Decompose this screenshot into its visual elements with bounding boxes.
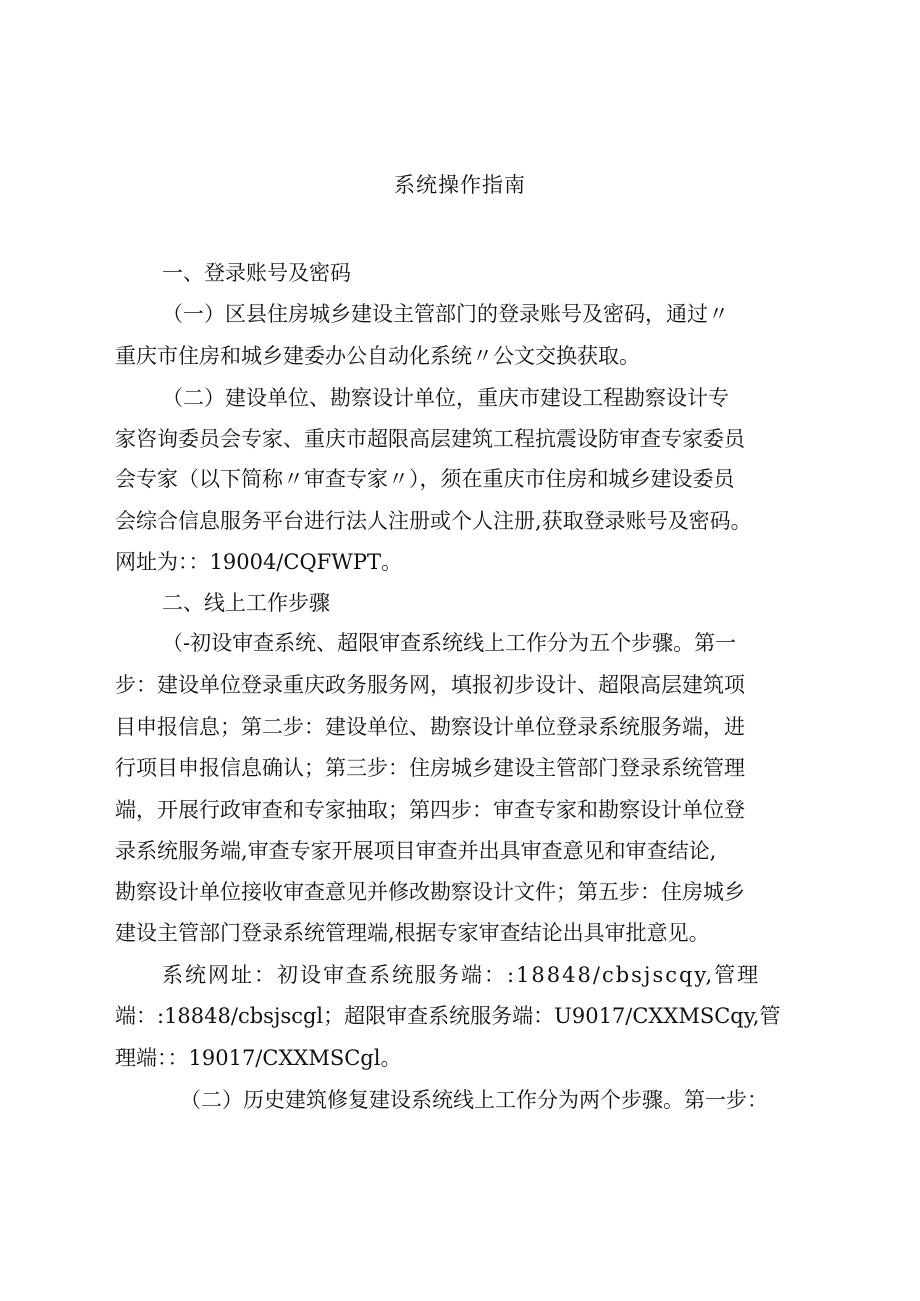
paragraph-line: 步：建设单位登录重庆政务服务网，填报初步设计、超限高层建筑项 <box>115 673 745 697</box>
paragraph-line: 端，开展行政审查和专家抽取；第四步：审查专家和勘察设计单位登 <box>115 798 745 822</box>
paragraph-line: 网址为：：19004/CQFWPT。 <box>115 550 402 574</box>
paragraph-line: 勘察设计单位接收审查意见并修改勘察设计文件；第五步：住房城乡 <box>115 880 745 904</box>
paragraph-line: 重庆市住房和城乡建委办公自动化系统〃公文交换获取。 <box>115 344 640 368</box>
system-url-line: 系统网址：初设审查系统服务端：:18848/cbsjscqy,管理 <box>162 963 761 987</box>
document-title: 系统操作指南 <box>394 173 526 197</box>
paragraph-line: 会专家（以下简称〃审查专家〃），须在重庆市住房和城乡建设委员 <box>115 467 735 491</box>
paragraph-line: 会综合信息服务平台进行法人注册或个人注册,获取登录账号及密码。 <box>115 509 752 533</box>
paragraph-line: 录系统服务端,审查专家开展项目审查并出具审查意见和审查结论, <box>115 839 717 863</box>
system-url-line: 端：:18848/cbsjscgl；超限审查系统服务端：U9017∕CXXMSCqy,管 <box>115 1004 781 1028</box>
paragraph-line: （二）历史建筑修复建设系统线上工作分为两个步骤。第一步： <box>180 1088 768 1112</box>
paragraph-line: （-初设审查系统、超限审查系统线上工作分为五个步骤。第一 <box>162 631 737 655</box>
paragraph-line: 行项目申报信息确认；第三步：住房城乡建设主管部门登录系统管理 <box>115 756 745 780</box>
system-url-line: 理端：：19017/CXXMSCgl。 <box>115 1046 402 1070</box>
section-heading-login: 一、登录账号及密码 <box>162 261 351 285</box>
section-heading-online-steps: 二、线上工作步骤 <box>162 591 330 615</box>
paragraph-line: 目申报信息；第二步：建设单位、勘察设计单位登录系统服务端，进 <box>115 715 745 739</box>
paragraph-line: 家咨询委员会专家、重庆市超限高层建筑工程抗震设防审查专家委员 <box>115 427 745 451</box>
paragraph-line: （一）区县住房城乡建设主管部门的登录账号及密码，通过〃 <box>162 302 729 326</box>
paragraph-line: （二）建设单位、勘察设计单位，重庆市建设工程勘察设计专 <box>162 386 729 410</box>
paragraph-line: 建设主管部门登录系统管理端,根据专家审查结论出具审批意见。 <box>115 921 710 945</box>
